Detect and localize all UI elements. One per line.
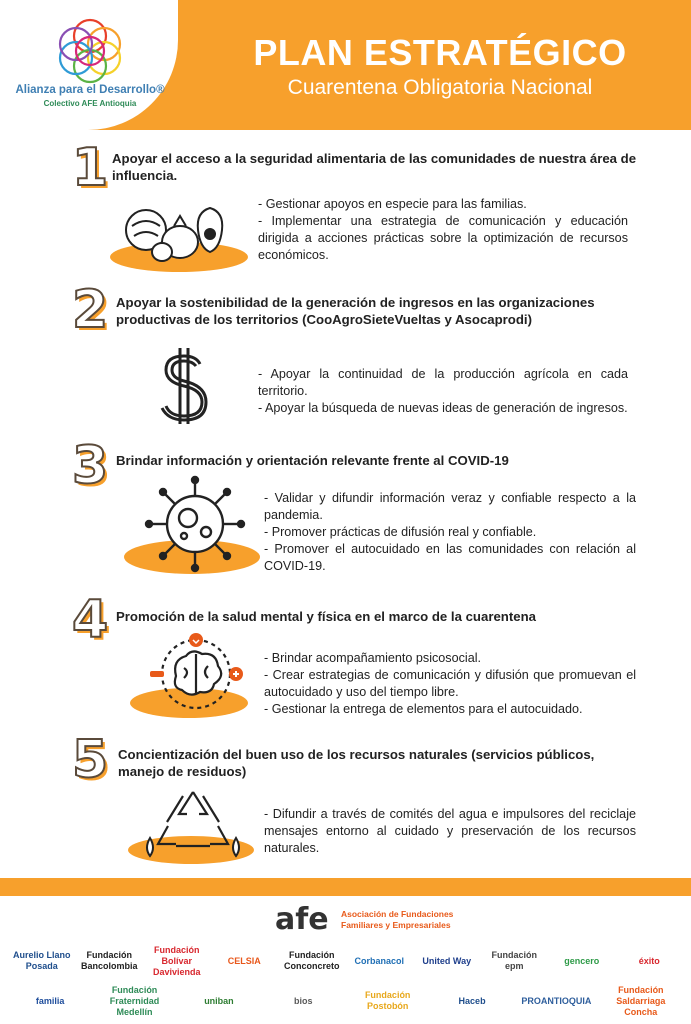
- page-subtitle: Cuarentena Obligatoria Nacional: [287, 76, 593, 99]
- logo-name: Alianza para el Desarrollo®: [15, 84, 165, 96]
- section-heading: Apoyar la sostenibilidad de la generación de ingresos en las organizaciones productivas de los territorios (CooAgroSieteVueltas y Asocaprodi): [116, 295, 595, 327]
- afe-text: Asociación de Fundaciones Familiares y Empresariales: [341, 909, 454, 930]
- recycle-icon: [138, 786, 248, 866]
- sponsor-logo: Aurelio Llano Posada: [12, 950, 71, 971]
- dollar-icon: [150, 346, 220, 426]
- section-heading: Concientización del buen uso de los recursos naturales (servicios públicos, manejo de residuos): [118, 747, 595, 779]
- sponsor-logo: PROANTIOQUIA: [521, 995, 592, 1006]
- sponsor-logo: gencero: [564, 955, 600, 966]
- sponsor-logo: bios: [294, 995, 313, 1006]
- sponsor-logo: Haceb: [458, 995, 486, 1006]
- section-5: [0, 730, 691, 872]
- sponsor-logo: uniban: [204, 995, 234, 1006]
- sponsor-logo: Fundación Bancolombia: [80, 950, 138, 971]
- afe-logo: [275, 902, 454, 937]
- bullet-item: - Promover el autocuidado en las comunidades con relación al COVID-19.: [264, 542, 636, 573]
- sponsor-logo: Fundación Bolívar Davivienda: [152, 944, 201, 977]
- sponsor-logo: Corbanacol: [354, 955, 404, 966]
- bullet-item: - Difundir a través de comités del agua e impulsores del reciclaje mensajes entorno al cuidado y preservación de los recursos naturales.: [264, 807, 636, 855]
- section-number: 2: [72, 280, 109, 340]
- vegetables-icon: [118, 200, 238, 270]
- section-number: 3: [72, 436, 109, 496]
- bullet-item: - Crear estrategias de comunicación y difusión que promuevan el autocuidado y uso del tiempo libre.: [264, 668, 636, 699]
- section-heading: Apoyar el acceso a la seguridad alimentaria de las comunidades de nuestra área de influencia.: [112, 151, 637, 183]
- alianza-logo-icon: [50, 12, 130, 90]
- section-heading: Promoción de la salud mental y física en el marco de la cuarentena: [116, 609, 536, 624]
- section-3: [0, 436, 691, 590]
- brain-icon: [148, 632, 244, 712]
- footer-bar: [0, 878, 691, 896]
- bullet-item: - Implementar una estrategia de comunicación y educación dirigida a acciones prácticas sobre la optimización de recursos económicos.: [258, 214, 628, 262]
- section-number: 5: [72, 730, 109, 790]
- section-2: [0, 280, 691, 434]
- bullet-item: - Gestionar la entrega de elementos para el autocuidado.: [264, 702, 583, 716]
- sponsor-logo: familia: [35, 995, 65, 1006]
- section-bullets: [258, 196, 628, 264]
- sponsor-logo: Fundación Conconcreto: [283, 950, 340, 971]
- section-heading: Brindar información y orientación relevante frente al COVID-19: [116, 453, 509, 468]
- section-bullets: [258, 366, 628, 417]
- bullet-item: - Apoyar la continuidad de la producción agrícola en cada territorio.: [258, 367, 628, 398]
- sponsor-logo: Fundación Saldarriaga Concha: [616, 984, 666, 1017]
- logo-area: [0, 0, 178, 130]
- bullet-item: - Brindar acompañamiento psicosocial.: [264, 651, 481, 665]
- sponsor-logo: Fundación epm: [491, 950, 537, 971]
- bullet-item: - Validar y difundir información veraz y confiable respecto a la pandemia.: [264, 491, 636, 522]
- bullet-item: - Apoyar la búsqueda de nuevas ideas de generación de ingresos.: [258, 401, 628, 415]
- section-number: 1: [72, 138, 109, 198]
- bullet-item: - Gestionar apoyos en especie para las familias.: [258, 197, 527, 211]
- sponsor-logo: éxito: [638, 955, 660, 966]
- header-banner: [0, 0, 691, 130]
- bullet-item: - Promover prácticas de difusión real y confiable.: [264, 525, 537, 539]
- sponsor-logo: CELSIA: [227, 955, 261, 966]
- afe-mark: afe: [275, 902, 329, 937]
- section-number: 4: [72, 590, 109, 650]
- logo-subtitle: Colectivo AFE Antioquia: [43, 99, 137, 108]
- sponsor-logo: Fundación Fraternidad Medellín: [109, 984, 160, 1017]
- section-1: [0, 140, 691, 280]
- sponsor-logo: Fundación Postobón: [364, 990, 411, 1011]
- section-bullets: [264, 490, 636, 575]
- sponsor-logo: United Way: [422, 955, 472, 966]
- section-bullets: [264, 650, 636, 718]
- section-bullets: [264, 806, 636, 857]
- section-4: [0, 590, 691, 730]
- virus-icon: [140, 474, 250, 574]
- page-title: PLAN ESTRATÉGICO: [253, 32, 627, 73]
